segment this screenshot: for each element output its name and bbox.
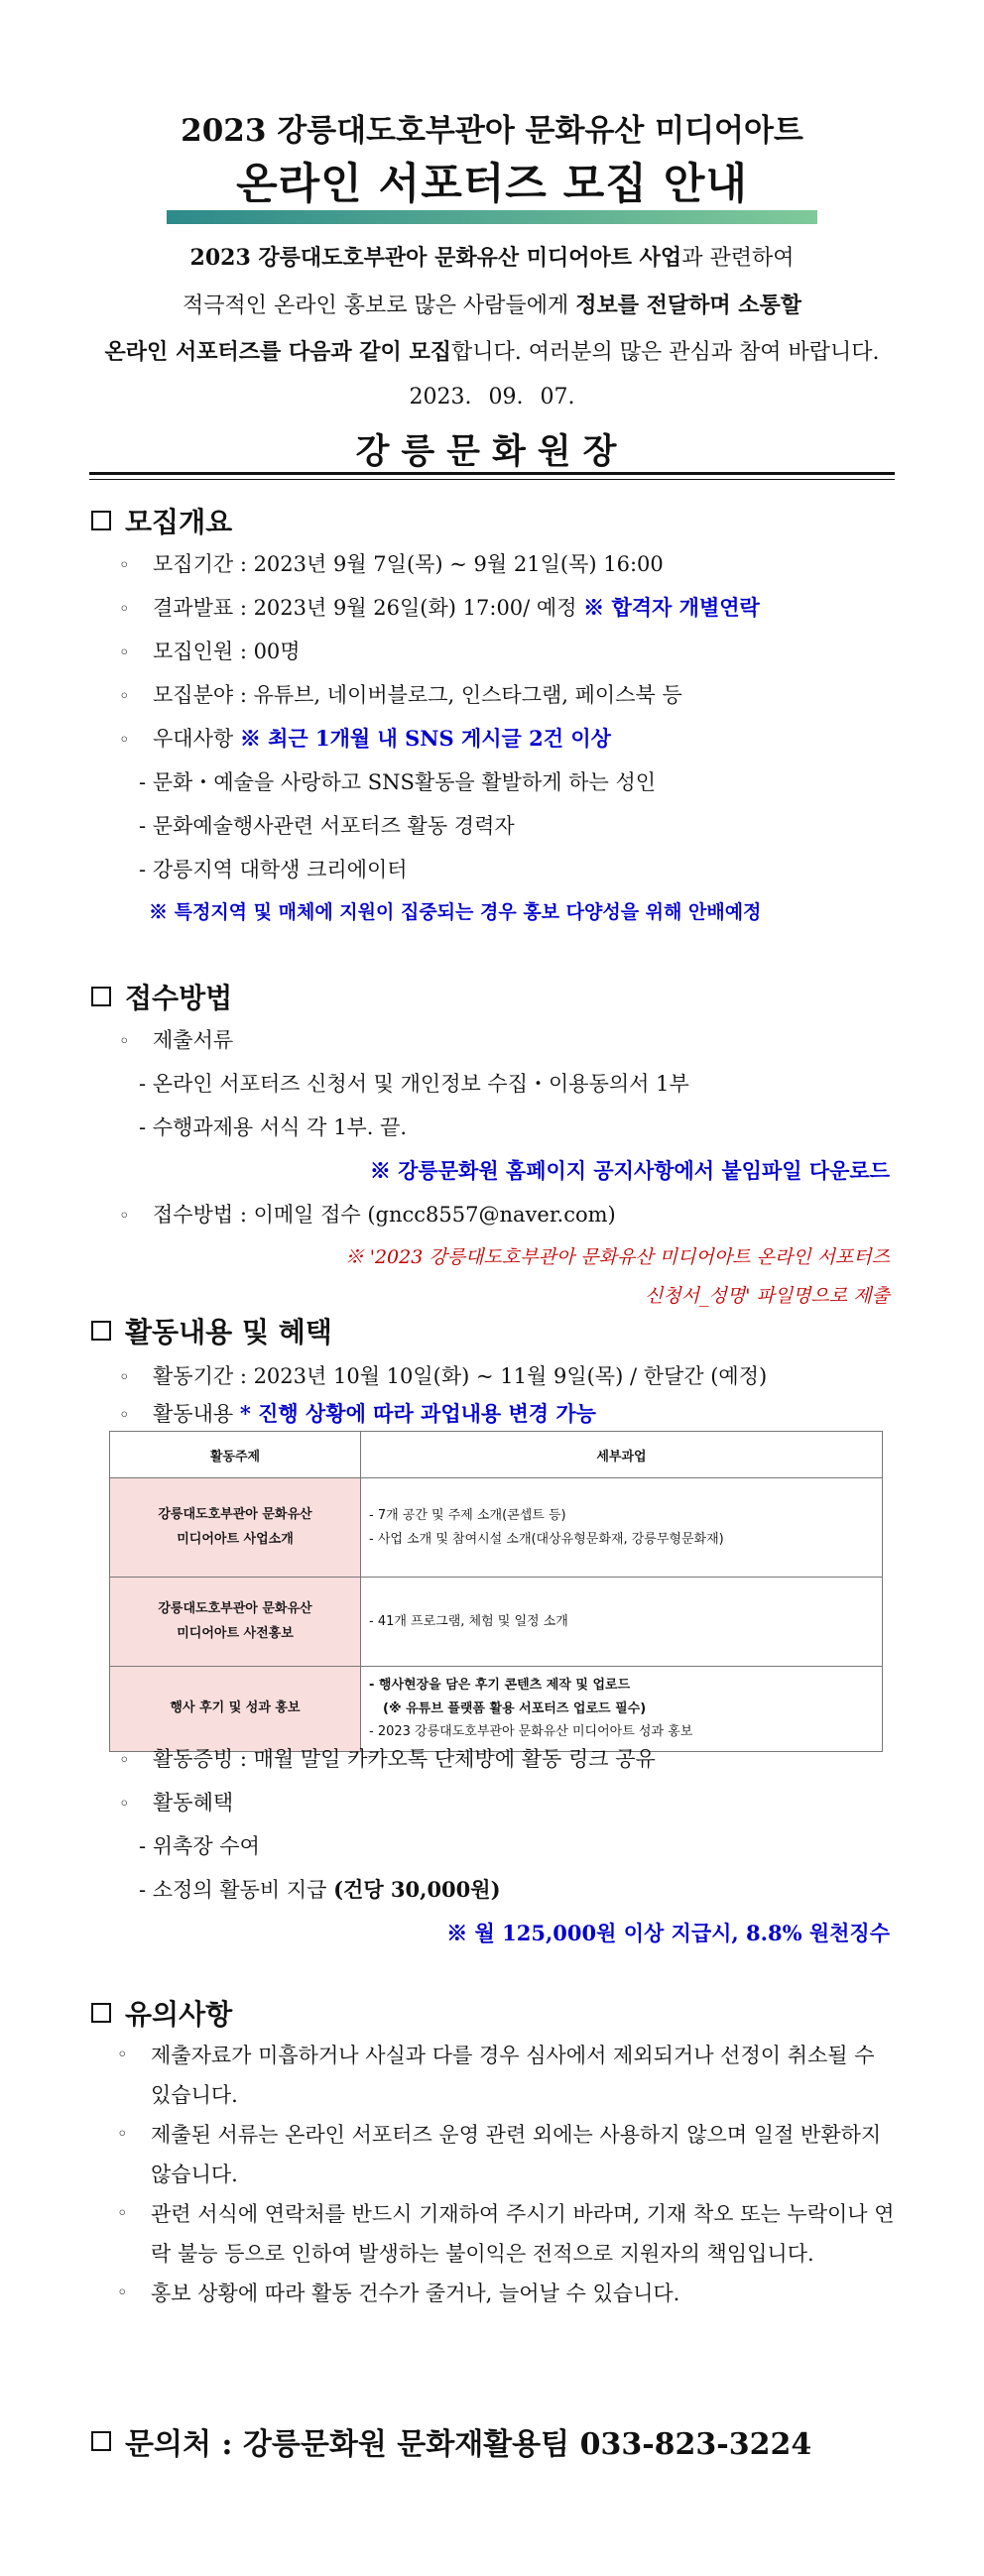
activity-benefit: ◦ 활동혜택 <box>119 1791 234 1815</box>
notice-list <box>117 2036 901 2313</box>
table-row <box>110 1478 883 1578</box>
section-heading-overview: 모집개요 <box>91 501 232 540</box>
checkbox-square-icon <box>91 2003 111 2023</box>
activity-table <box>109 1431 883 1752</box>
submit-method: ◦ 접수방법 : 이메일 접수 (gncc8557@naver.com) <box>119 1203 616 1227</box>
benefit-item: - 위촉장 수여 <box>139 1834 260 1858</box>
notice-subtitle: 2023 강릉대도호부관아 문화유산 미디어아트 <box>181 113 803 149</box>
intro-line-3: 온라인 서포터즈를 다음과 같이 모집합니다. 여러분의 많은 관심과 참여 바랍니다. <box>104 339 880 365</box>
table-row <box>110 1667 883 1752</box>
preference: ◦ 우대사항 ※ 최근 1개월 내 SNS 게시글 2건 이상 <box>119 726 611 751</box>
section-heading-activity: 활동내용 및 혜택 <box>91 1311 332 1350</box>
recruit-period: ◦ 모집기간 : 2023년 9월 7일(목) ~ 9월 21일(목) 16:00 <box>119 552 664 576</box>
preference-item: - 문화・예술을 사랑하고 SNS활동을 활발하게 하는 성인 <box>139 770 657 794</box>
download-note: ※ 강릉문화원 홈페이지 공지사항에서 붙임파일 다운로드 <box>369 1158 890 1183</box>
checkbox-square-icon <box>91 511 111 530</box>
notice-item: ◦ 관련 서식에 연락처를 반드시 기재하여 주시기 바라며, 기재 착오 또는 누락이나 연락 불능 등으로 인하여 발생하는 불이익은 전적으로 지원자의 책임입니다. <box>117 2202 895 2266</box>
preference-item: - 강릉지역 대학생 크리에이터 <box>139 858 408 881</box>
checkbox-square-icon <box>91 987 111 1006</box>
submit-doc-item: - 온라인 서포터즈 신청서 및 개인정보 수집・이용동의서 1부 <box>139 1072 689 1096</box>
table-header-row <box>110 1432 883 1478</box>
table-topic-cell: 행사 후기 및 성과 홍보 <box>110 1667 361 1752</box>
recruit-field: ◦ 모집분야 : 유튜브, 네이버블로그, 인스타그램, 페이스북 등 <box>119 683 682 707</box>
section-heading-application: 접수방법 <box>91 977 232 1016</box>
preference-item: - 문화예술행사관련 서포터즈 활동 경력자 <box>139 814 515 838</box>
notice-item: ◦ 제출된 서류는 온라인 서포터즈 운영 관련 외에는 사용하지 않으며 일절 반환하지 않습니다. <box>117 2123 882 2186</box>
submit-doc-item: - 수행과제용 서식 각 1부. 끝. <box>139 1115 408 1139</box>
recruit-count: ◦ 모집인원 : 00명 <box>119 640 301 663</box>
tax-note: ※ 월 125,000원 이상 지급시, 8.8% 원천징수 <box>446 1921 890 1945</box>
section-heading-notice: 유의사항 <box>91 1993 232 2033</box>
intro-line-2: 적극적인 온라인 홍보로 많은 사람들에게 정보를 전달하며 소통할 <box>182 293 802 318</box>
result-announcement: ◦ 결과발표 : 2023년 9월 26일(화) 17:00/ 예정 ※ 합격자 개별연락 <box>119 595 760 620</box>
table-header-detail: 세부과업 <box>361 1432 883 1478</box>
table-header-topic: 활동주제 <box>110 1432 361 1478</box>
benefit-item: - 소정의 활동비 지급 (건당 30,000원) <box>139 1877 501 1902</box>
contact-info: 문의처 : 강릉문화원 문화재활용팀 033-823-3224 <box>91 2419 811 2463</box>
table-detail-cell: - 41개 프로그램, 체험 및 일정 소개 <box>361 1578 883 1667</box>
intro-line-1: 2023 강릉대도호부관아 문화유산 미디어아트 사업과 관련하여 <box>189 245 795 271</box>
activity-period: ◦ 활동기간 : 2023년 10월 10일(화) ~ 11월 9일(목) / 한달간 (예정) <box>119 1364 768 1388</box>
activity-proof: ◦ 활동증빙 : 매월 말일 카카오톡 단체방에 활동 링크 공유 <box>119 1747 656 1771</box>
notice-item: ◦ 홍보 상황에 따라 활동 건수가 줄거나, 늘어날 수 있습니다. <box>117 2282 680 2305</box>
table-row <box>110 1578 883 1667</box>
submit-docs: ◦ 제출서류 <box>119 1028 234 1052</box>
issuer-name: 강릉문화원장 <box>355 431 629 472</box>
header-divider-thin <box>89 479 895 480</box>
checkbox-square-icon <box>91 1321 111 1341</box>
notice-date: 2023. 09. 07. <box>409 385 575 410</box>
title-underline-bar <box>167 210 817 224</box>
preference-warning: ※ 특정지역 및 매체에 지원이 집중되는 경우 홍보 다양성을 위해 안배예정 <box>149 901 762 923</box>
notice-title: 온라인 서포터즈 모집 안내 <box>236 160 748 209</box>
filename-note-2: 신청서_성명' 파일명으로 제출 <box>644 1285 890 1307</box>
table-detail-cell: - 행사현장을 담은 후기 콘텐츠 제작 및 업로드 (※ 유튜브 플랫폼 활용 서포터즈 업로드 필수) - 2023 강릉대도호부관아 문화유산 미디어아트 성과 홍보 <box>361 1667 883 1752</box>
table-topic-cell: 강릉대도호부관아 문화유산 미디어아트 사전홍보 <box>110 1578 361 1667</box>
notice-item: ◦ 제출자료가 미흡하거나 사실과 다를 경우 심사에서 제외되거나 선정이 취소될 수 있습니다. <box>117 2044 875 2107</box>
table-topic-cell: 강릉대도호부관아 문화유산 미디어아트 사업소개 <box>110 1478 361 1578</box>
filename-note-1: ※ '2023 강릉대도호부관아 문화유산 미디어아트 온라인 서포터즈 <box>344 1246 890 1268</box>
table-detail-cell: - 7개 공간 및 주제 소개(콘셉트 등) - 사업 소개 및 참여시설 소개(대상유형문화재, 강릉무형문화재) <box>361 1478 883 1578</box>
activity-content: ◦ 활동내용 * 진행 상황에 따라 과업내용 변경 가능 <box>119 1401 596 1426</box>
checkbox-square-icon <box>91 2431 111 2451</box>
header-divider-thick <box>89 472 895 475</box>
